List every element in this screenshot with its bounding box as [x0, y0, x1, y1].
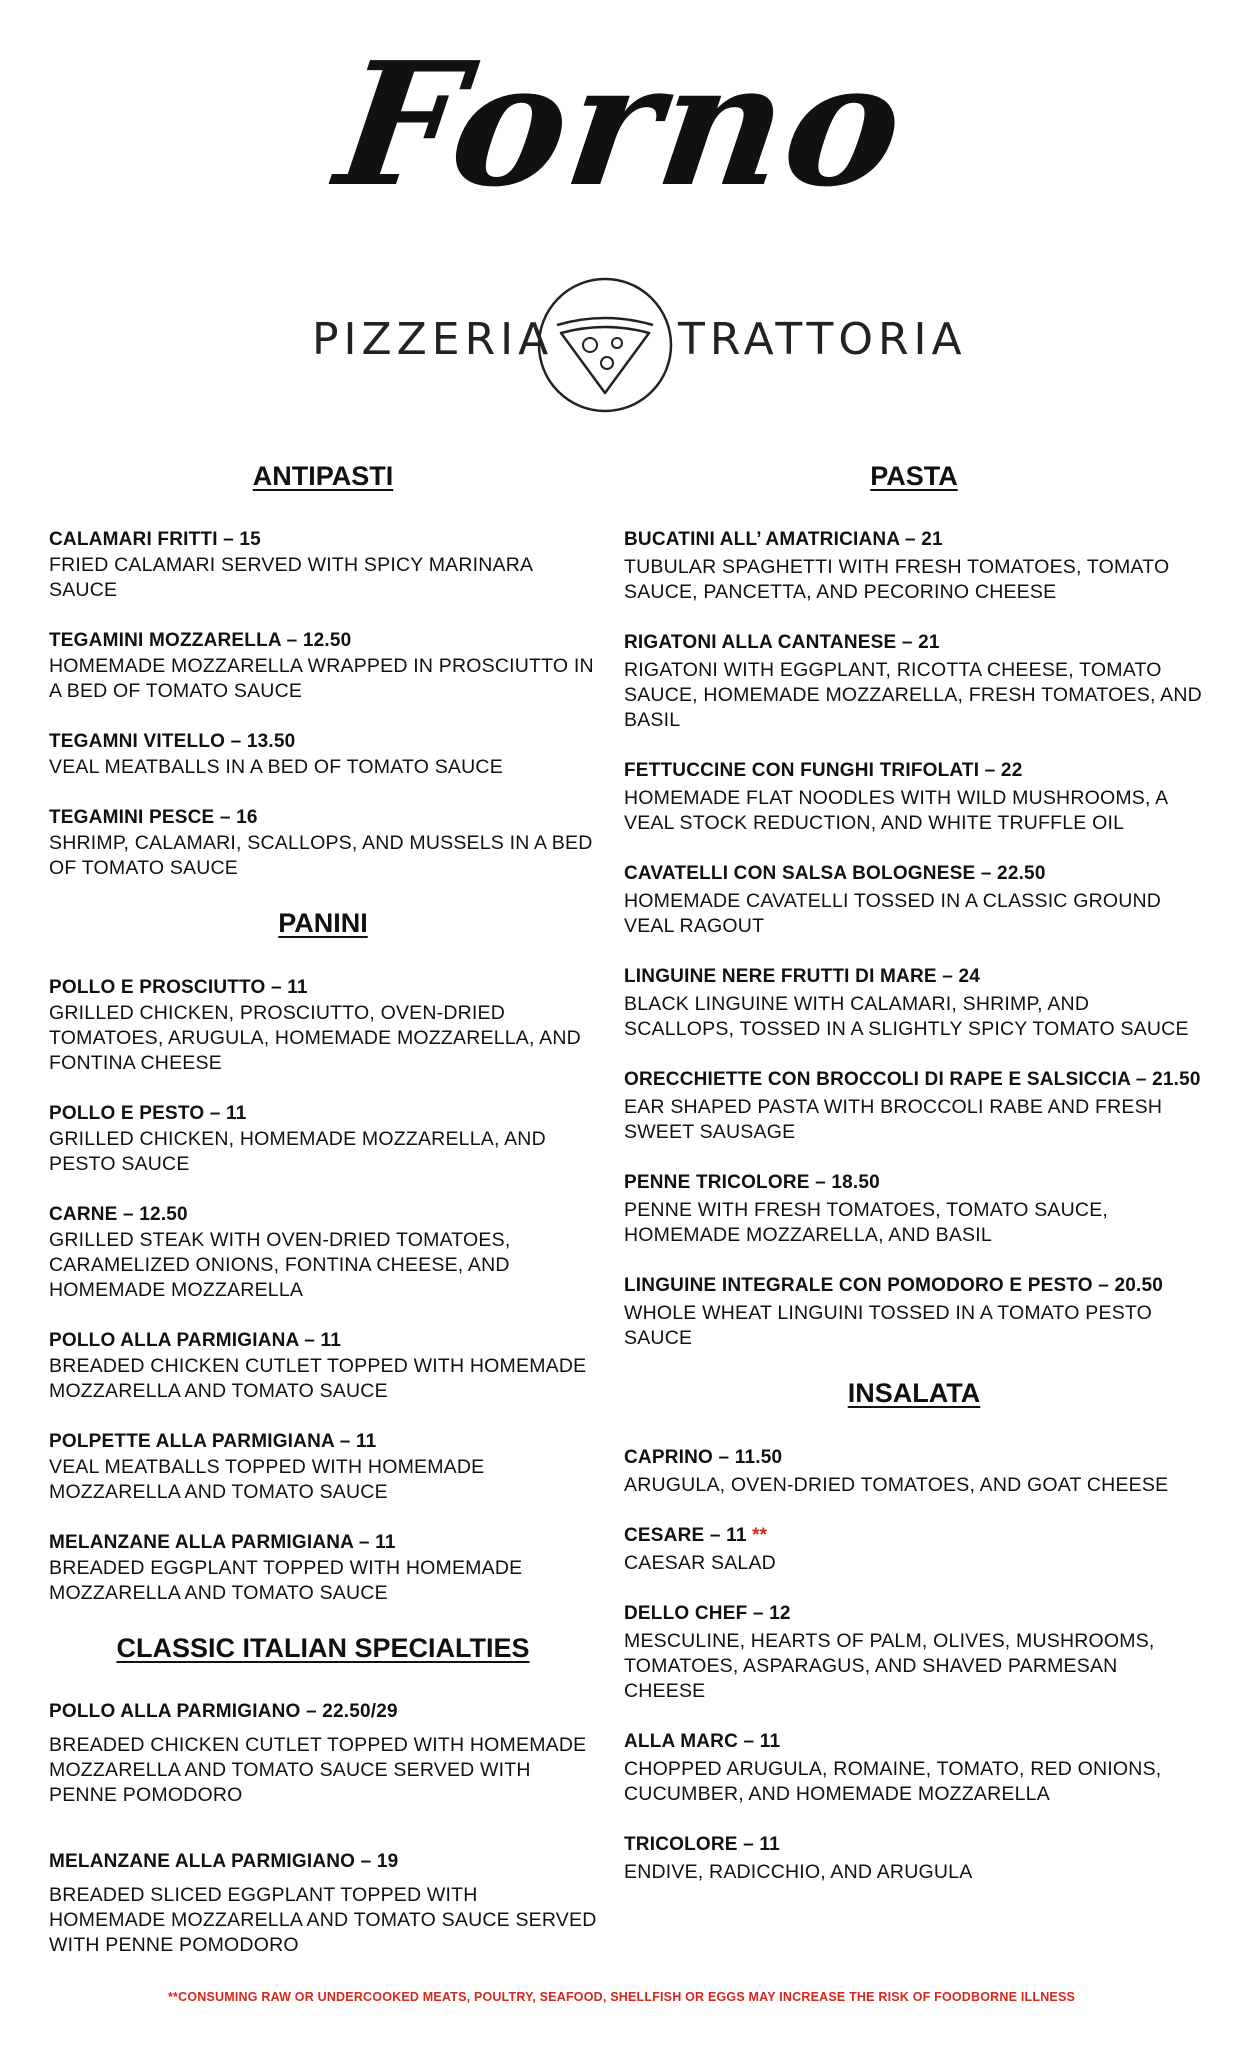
menu-item	[49, 804, 597, 881]
menu-item-description: TUBULAR SPAGHETTI WITH FRESH TOMATOES, TOMATO SAUCE, PANCETTA, AND PECORINO CHEESE	[624, 556, 1170, 604]
menu-item-name-text: TEGAMINI MOZZARELLA – 12.50	[49, 630, 352, 652]
menu-item-name	[624, 1522, 1204, 1549]
specialties-section	[49, 1632, 597, 1958]
menu-item-name	[49, 627, 597, 654]
menu-header	[0, 0, 1243, 420]
menu-item-name	[624, 1272, 1204, 1299]
menu-item-description: GRILLED CHICKEN, HOMEMADE MOZZARELLA, AND PESTO SAUCE	[49, 1127, 546, 1175]
menu-item-description: HOMEMADE FLAT NOODLES WITH WILD MUSHROOMS, A VEAL STOCK REDUCTION, AND WHITE TRUFFLE OIL	[624, 787, 1168, 835]
menu-item	[49, 526, 597, 603]
menu-item	[49, 1848, 597, 1958]
menu-item-name	[624, 1169, 1204, 1196]
menu-item	[624, 1272, 1204, 1351]
right-column	[624, 460, 1204, 1909]
menu-item	[49, 974, 597, 1076]
menu-item-description: BREADED CHICKEN CUTLET TOPPED WITH HOMEMADE MOZZARELLA AND TOMATO SAUCE SERVED WITH PENNE POMODORO	[49, 1734, 587, 1807]
menu-item-name-text: FETTUCCINE CON FUNGHI TRIFOLATI – 22	[624, 760, 1023, 782]
menu-item-name	[624, 629, 1204, 656]
menu-item	[49, 1327, 597, 1404]
pasta-section	[624, 460, 1204, 1351]
menu-item-name-text: BUCATINI ALL’ AMATRICIANA – 21	[624, 529, 943, 551]
menu-item-name	[49, 804, 597, 831]
menu-item-name-text: MELANZANE ALLA PARMIGIANA – 11	[49, 1531, 396, 1553]
menu-item-name-text: POLLO E PESTO – 11	[49, 1102, 247, 1124]
menu-item-description: BREADED CHICKEN CUTLET TOPPED WITH HOMEMADE MOZZARELLA AND TOMATO SAUCE	[49, 1354, 587, 1402]
menu-item-name-text: POLLO ALLA PARMIGIANO – 22.50/29	[49, 1701, 398, 1723]
section-title-insalata: INSALATA	[847, 1378, 981, 1409]
menu-item-name-text: CARNE – 12.50	[49, 1203, 188, 1225]
tagline-pizzeria: PIZZERIA	[312, 314, 554, 365]
menu-item-name-text: LINGUINE INTEGRALE CON POMODORO E PESTO – 20.50	[624, 1275, 1164, 1297]
menu-item	[624, 757, 1204, 836]
menu-item-name	[624, 860, 1204, 887]
menu-item-name	[49, 728, 597, 755]
menu-item-name	[49, 1529, 597, 1556]
menu-item-name-text: CAVATELLI CON SALSA BOLOGNESE – 22.50	[624, 863, 1046, 885]
menu-item-name	[624, 526, 1204, 553]
pizza-slice-icon	[535, 275, 675, 415]
menu-item-name	[624, 1831, 1204, 1858]
section-title-pasta: PASTA	[870, 461, 958, 491]
menu-item-name-text: POLPETTE ALLA PARMIGIANA – 11	[49, 1430, 377, 1452]
menu-item	[624, 1066, 1204, 1145]
menu-item	[49, 1428, 597, 1505]
menu-item-name-text: CESARE – 11	[624, 1524, 747, 1546]
menu-item-name	[49, 1428, 597, 1455]
menu-item-description: CAESAR SALAD	[624, 1551, 776, 1574]
menu-item	[624, 963, 1204, 1042]
insalata-section	[624, 1377, 1204, 1884]
menu-item-description: GRILLED STEAK WITH OVEN-DRIED TOMATOES, CARAMELIZED ONIONS, FONTINA CHEESE, AND HOMEMADE MOZZARELLA	[49, 1228, 511, 1301]
menu-item	[624, 1600, 1204, 1704]
food-safety-warning: **CONSUMING RAW OR UNDERCOOKED MEATS, POULTRY, SEAFOOD, SHELLFISH OR EGGS MAY INCREASE THE RISK OF FOODBORNE ILLNESS	[167, 1990, 1076, 2004]
menu-item-description: RIGATONI WITH EGGPLANT, RICOTTA CHEESE, TOMATO SAUCE, HOMEMADE MOZZARELLA, FRESH TOMATOES, AND BASIL	[624, 659, 1202, 732]
menu-item-description: HOMEMADE CAVATELLI TOSSED IN A CLASSIC GROUND VEAL RAGOUT	[624, 890, 1162, 938]
menu-item	[624, 1444, 1204, 1498]
menu-item-name-text: LINGUINE NERE FRUTTI DI MARE – 24	[624, 966, 981, 988]
section-title-antipasti: ANTIPASTI	[252, 461, 394, 491]
tagline-trattoria: TRATTORIA	[678, 314, 967, 365]
menu-item-name-text: ALLA MARC – 11	[624, 1730, 781, 1752]
menu-item-name	[49, 526, 597, 553]
menu-item	[624, 526, 1204, 605]
menu-item-description: BREADED EGGPLANT TOPPED WITH HOMEMADE MOZZARELLA AND TOMATO SAUCE	[49, 1556, 523, 1604]
menu-item-name-text: POLLO ALLA PARMIGIANA – 11	[49, 1329, 341, 1351]
menu-item-name-text: TRICOLORE – 11	[624, 1833, 780, 1855]
allergen-marker: **	[752, 1524, 768, 1546]
menu-item-name-text: TEGAMINI PESCE – 16	[49, 807, 258, 829]
menu-item-description: SHRIMP, CALAMARI, SCALLOPS, AND MUSSELS IN A BED OF TOMATO SAUCE	[49, 832, 593, 880]
menu-item-description: GRILLED CHICKEN, PROSCIUTTO, OVEN-DRIED TOMATOES, ARUGULA, HOMEMADE MOZZARELLA, AND FONTINA CHEESE	[49, 1001, 581, 1074]
section-title-panini: PANINI	[278, 908, 368, 939]
menu-item	[624, 629, 1204, 733]
menu-item-name-text: CALAMARI FRITTI – 15	[49, 529, 261, 551]
menu-item-description: HOMEMADE MOZZARELLA WRAPPED IN PROSCIUTTO IN A BED OF TOMATO SAUCE	[49, 655, 594, 703]
menu-item-name	[624, 1444, 1204, 1471]
antipasti-section	[49, 460, 597, 881]
menu-item	[49, 1201, 597, 1303]
menu-item-description: BREADED SLICED EGGPLANT TOPPED WITH HOMEMADE MOZZARELLA AND TOMATO SAUCE SERVED WITH PENNE POMODORO	[49, 1884, 597, 1957]
menu-item-name-text: RIGATONI ALLA CANTANESE – 21	[624, 632, 940, 654]
menu-item-description: VEAL MEATBALLS TOPPED WITH HOMEMADE MOZZARELLA AND TOMATO SAUCE	[49, 1455, 485, 1503]
menu-item-name	[49, 1100, 597, 1127]
menu-item-description: EAR SHAPED PASTA WITH BROCCOLI RABE AND FRESH SWEET SAUSAGE	[624, 1096, 1163, 1144]
menu-item-description: BLACK LINGUINE WITH CALAMARI, SHRIMP, AND SCALLOPS, TOSSED IN A SLIGHTLY SPICY TOMATO SAUCE	[624, 993, 1189, 1041]
left-column	[49, 460, 597, 1998]
menu-item-name-text: POLLO E PROSCIUTTO – 11	[49, 976, 308, 998]
menu-item	[624, 1728, 1204, 1807]
menu-item-description: ENDIVE, RADICCHIO, AND ARUGULA	[624, 1860, 973, 1883]
menu-item-name	[49, 974, 597, 1001]
menu-item-name-text: ORECCHIETTE CON BROCCOLI DI RAPE E SALSICCIA – 21.50	[624, 1069, 1201, 1091]
menu-item	[624, 860, 1204, 939]
menu-item-name	[49, 1327, 597, 1354]
menu-item-description: CHOPPED ARUGULA, ROMAINE, TOMATO, RED ONIONS, CUCUMBER, AND HOMEMADE MOZZARELLA	[624, 1757, 1162, 1805]
menu-item	[49, 627, 597, 704]
menu-item	[624, 1522, 1204, 1576]
restaurant-logo: Forno	[326, 25, 917, 225]
menu-item	[49, 728, 597, 780]
menu-item-name-text: PENNE TRICOLORE – 18.50	[624, 1172, 880, 1194]
section-title-specialties: CLASSIC ITALIAN SPECIALTIES	[116, 1632, 530, 1663]
menu-item	[49, 1529, 597, 1606]
panini-section	[49, 907, 597, 1605]
menu-item-description: WHOLE WHEAT LINGUINI TOSSED IN A TOMATO PESTO SAUCE	[624, 1302, 1153, 1350]
menu-item-name-text: CAPRINO – 11.50	[624, 1446, 783, 1468]
menu-item-description: ARUGULA, OVEN-DRIED TOMATOES, AND GOAT CHEESE	[624, 1473, 1169, 1496]
menu-item-name-text: MELANZANE ALLA PARMIGIANO – 19	[49, 1851, 399, 1873]
menu-item-name	[49, 1201, 597, 1228]
menu-item-name	[624, 1600, 1204, 1627]
menu-item-name	[49, 1848, 597, 1875]
menu-item-name	[624, 963, 1204, 990]
menu-item-name	[49, 1698, 597, 1725]
menu-item-description: PENNE WITH FRESH TOMATOES, TOMATO SAUCE, HOMEMADE MOZZARELLA, AND BASIL	[624, 1199, 1109, 1247]
menu-item-name-text: DELLO CHEF – 12	[624, 1602, 791, 1624]
menu-item-name	[624, 757, 1204, 784]
menu-item-description: VEAL MEATBALLS IN A BED OF TOMATO SAUCE	[49, 756, 503, 779]
menu-item-name	[624, 1066, 1204, 1093]
menu-item	[624, 1831, 1204, 1885]
menu-item-description: FRIED CALAMARI SERVED WITH SPICY MARINARA SAUCE	[49, 554, 533, 602]
menu-item	[624, 1169, 1204, 1248]
menu-item-description: MESCULINE, HEARTS OF PALM, OLIVES, MUSHROOMS, TOMATOES, ASPARAGUS, AND SHAVED PARMESAN CHEESE	[624, 1629, 1155, 1702]
menu-item-name-text: TEGAMNI VITELLO – 13.50	[49, 731, 296, 753]
menu-item	[49, 1698, 597, 1808]
menu-item	[49, 1100, 597, 1177]
menu-item-name	[624, 1728, 1204, 1755]
